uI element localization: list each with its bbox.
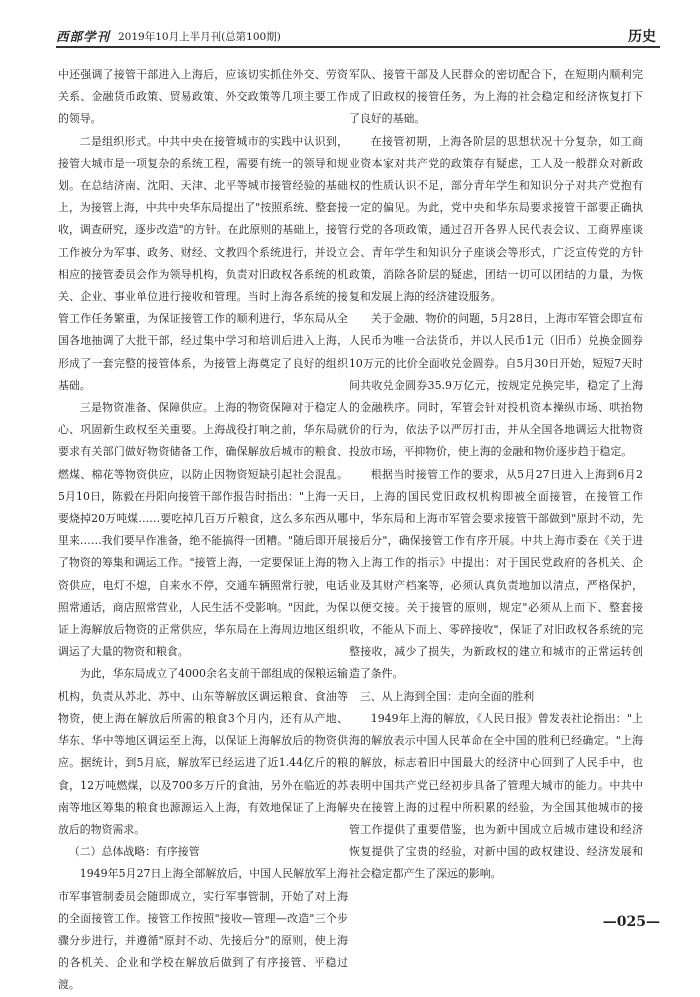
section-heading: 三、从上海到全国：走向全面的胜利	[359, 689, 535, 703]
subsection-heading: （二）总体战略：有序接管	[68, 845, 200, 859]
paragraph: 军队、接管干部及人民群众的密切配合下，在短期内顺利完成了旧政权的接管任务，为上海的社会稳定和经济恢复打下了良好的基础。	[349, 68, 643, 126]
journal-name: 西部学刊	[56, 29, 111, 44]
paragraph: 在接管初期，上海各阶层的思想状况十分复杂，如工商业资本家对共产党的政策存有疑虑，工人及一般群众对新政权的性质认识不足，部分青年学生和知识分子对共产党抱有一定的偏见。为此，党中央和华东局要求接管干部要正确执行党的各项政策，通过召开各界人民代表会议、工商界座谈会、青年学生和知识分子座谈会等形式，广泛宣传党的方针政策，消除各阶层的疑虑，团结一切可以团结的力量，为恢复和发展上海的经济建设服务。	[349, 134, 643, 304]
page-number: —025—	[602, 914, 660, 930]
paragraph: 中还强调了接管干部进入上海后，应该切实抓住外交、劳资关系、金融货币政策、贸易政策、外交政策等几项主要工作的领导。	[58, 68, 348, 126]
paragraph: 为此，华东局成立了4000余名支前干部组成的保粮运输机构，负责从苏北、苏中、山东等解放区调运粮食、食油等物资，使上海在解放后所需的粮食3个月内，还有从产地、华东、华中等地区调运至上海，以保证上海解放后的物资供应。据统计，到5月底，解放军已经运进了近1.44亿斤的粮食，12万吨燃煤，以及700多万斤的食油，另外在临近的苏南等地区筹集的粮食也源源运入上海，有效地保证了上海解放后的物资需求。	[58, 667, 348, 836]
paragraph: 1949年上海的解放，《人民日报》曾发表社论指出："上海的解放表示中国人民革命在全中国的胜利已经确定。"上海的解放，标志着旧中国最大的经济中心回到了人民手中，也表明中国共产党已经初步具备了管理大城市的能力。中共中央在接管上海的过程中所积累的经验，为全国其他城市的接管工作提供了重要借鉴，也为新中国成立后城市建设和经济恢复提供了宝贵的经验，对新中国的政权建设、经济发展和社会稳定都产生了深远的影响。	[349, 711, 643, 881]
paragraph: 三是物资准备、保障供应。上海的物资保障对于稳定人心、巩固新生政权至关重要。上海战役打响之前，华东局就要求有关部门做好物资储备工作，确保解放后城市的粮食、燃煤、棉花等物资供应，以防止因物资短缺引起社会混乱。5月10日，陈毅在丹阳向接管干部作报告时指出："上海一天要烧掉20万吨煤……要吃掉几百万斤粮食，这么多东西从哪里来……我们要早作准备，绝不能搞得一团糟。"随后即开展了物资的筹集和调运工作。"接管上海，一定要保证上海的物资供应，电灯不熄，自来水不停，交通车辆照常行驶，电话照常通话，商店照常营业，人民生活不受影响。"因此，为保证上海解放后物资的正常供应，华东局在上海周边地区组织调运了大量的物资和粮食。	[58, 401, 348, 659]
section-label: 历史	[628, 29, 656, 45]
paragraph: 根据当时接管工作的要求，从5月27日进入上海到6月2日，上海的国民党旧政权机构即被全面接管，在接管工作中，华东局和上海市军管会要求接管干部做到"原封不动，先接后分"，确保接管工作有序开展。中共上海市委在《关于进入上海工作的指示》中提出：对于国民党政府的各机关、企业及其财产档案等，必须认真负责地加以清点，严格保护，以便交接。关于接管的原则，规定"必须从上而下、整套接收，不能从下而上、零碎接收"，保证了对旧政权各系统的完整接收，减少了损失，为新政权的建立和城市的正常运转创造了条件。	[349, 467, 643, 681]
issue-info: 2019年10月上半月刊(总第100期)	[118, 31, 281, 43]
left-column	[58, 64, 348, 992]
paragraph: 1949年5月27日上海全部解放后，中国人民解放军上海市军事管制委员会随即成立，实行军事管制，开始了对上海的全面接管工作。接管工作按照"接收—管理—改造"三个步骤分步进行，并遵循"原封不动、先接后分"的原则，使上海的各机关、企业和学校在解放后做到了有序接管、平稳过渡。	[58, 867, 348, 992]
paragraph: 二是组织形式。中共中央在接管城市的实践中认识到，接管大城市是一项复杂的系统工程，需要有统一的领导和规划。在总结济南、沈阳、天津、北平等城市接管经验的基础上，为接管上海，中共中央华东局提出了"按照系统、整套接收，调查研究，逐步改造"的方针。在此原则的基础上，接管工作被分为军事、政务、财经、文教四个系统进行，并设立相应的接管委员会作为领导机构，负责对旧政权各系统的机关、企业、事业单位进行接收和管理。当时上海各系统的接管工作任务繁重，为保证接管工作的顺利进行，华东局从全国各地抽调了大批干部，经过集中学习和培训后进入上海，形成了一套完整的接管体系，为接管上海奠定了良好的组织基础。	[58, 134, 348, 392]
running-header	[56, 26, 660, 48]
right-column	[349, 64, 643, 881]
paragraph: 关于金融、物价的问题，5月28日，上海市军管会即宣布人民币为唯一合法货币，并以人民币1元（旧币）兑换金圆券10万元的比价全面收兑金圆券。自5月30日开始，短短7天时间共收兑金圆券35.9万亿元，按规定兑换完毕，稳定了上海的金融秩序。同时，军管会针对投机资本操纵市场、哄抬物价的行为，依法予以严厉打击，并从全国各地调运大批物资投放市场，平抑物价，使上海的金融和物价逐步趋于稳定。	[349, 312, 643, 459]
